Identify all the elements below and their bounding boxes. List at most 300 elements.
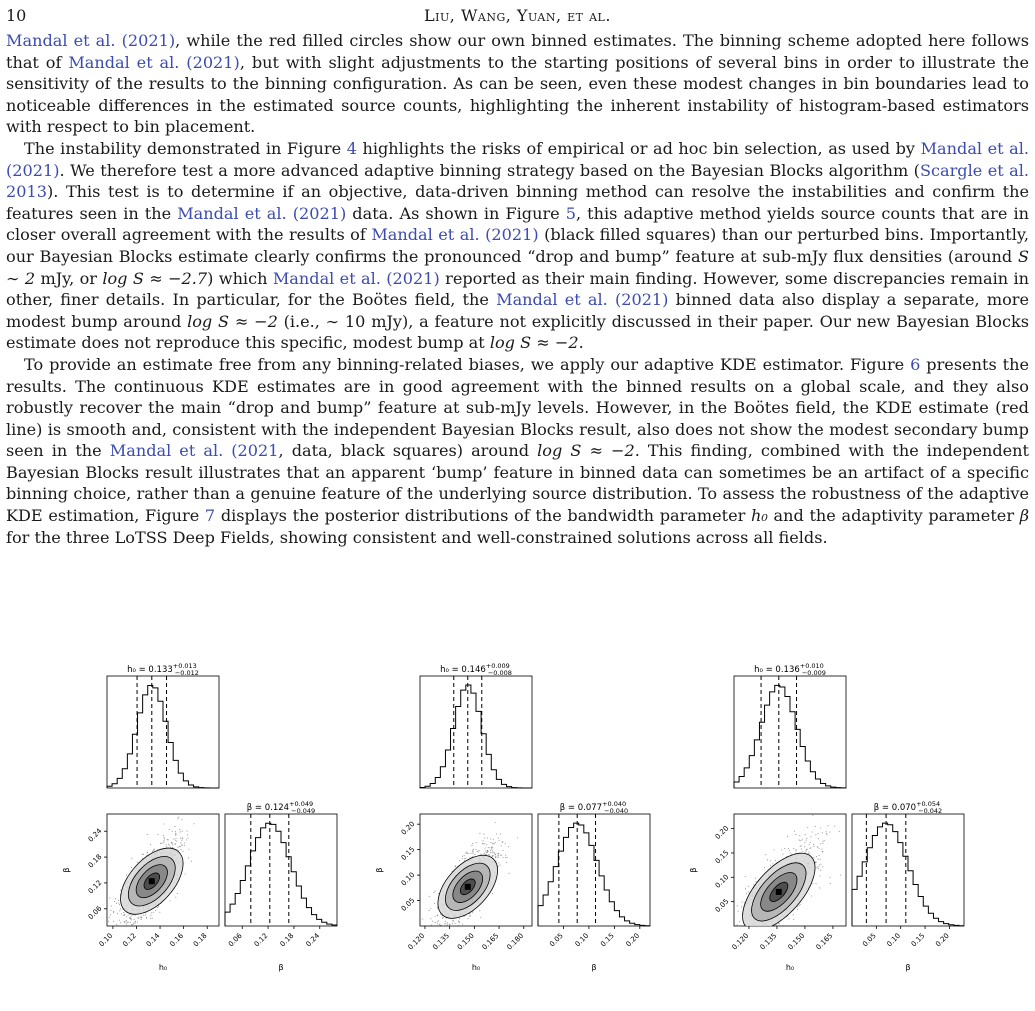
sample-point [432, 927, 433, 928]
sample-point [123, 929, 124, 930]
sample-point [153, 850, 154, 851]
sample-point [440, 925, 441, 926]
sample-point [476, 842, 477, 843]
sample-point [423, 941, 424, 942]
beta-tick-label: 0.18 [278, 931, 296, 949]
sample-point [181, 840, 182, 841]
sample-point [813, 857, 814, 858]
sample-point [180, 838, 181, 839]
sample-point [448, 932, 449, 933]
sample-point [126, 929, 127, 930]
sample-point [113, 921, 114, 922]
sample-point [488, 847, 489, 848]
paragraph-2 [6, 138, 1029, 354]
sample-point [800, 904, 801, 905]
sample-point [816, 867, 817, 868]
h0-title: $h_0 = 0.133^{+0.013} -0.012$ [127, 662, 199, 677]
sample-point [443, 927, 444, 928]
sample-point [496, 857, 497, 858]
sample-point [445, 923, 446, 924]
sample-point [175, 835, 176, 836]
sample-point [778, 930, 779, 931]
sample-point [435, 916, 436, 917]
sample-point [797, 909, 798, 910]
sample-point [121, 945, 122, 946]
text-run: highlights the risks of empirical or ad hoc bin selection, as used by [356, 138, 921, 158]
sample-point [131, 858, 132, 859]
sample-point [813, 844, 814, 845]
sample-point [502, 842, 503, 843]
sample-point [114, 901, 115, 902]
sample-point [730, 925, 731, 926]
h0-tick-label: 0.14 [144, 931, 162, 949]
sample-point [431, 935, 432, 936]
sample-point [181, 844, 182, 845]
sample-point [472, 853, 473, 854]
h0-tick-label: 0.150 [455, 931, 476, 952]
sample-point [800, 840, 801, 841]
sample-point [430, 908, 431, 909]
sample-point [437, 915, 438, 916]
sample-point [788, 848, 789, 849]
beta-tick-label: 0.20 [624, 931, 642, 949]
sample-point [131, 919, 132, 920]
sample-point [133, 923, 134, 924]
h0-histogram-frame [734, 676, 846, 788]
sample-point [487, 850, 488, 851]
text-run: , this adaptive method yields source counts that are in closer overall agreement with the results of [6, 203, 1029, 245]
sample-point [143, 854, 144, 855]
sample-point [795, 834, 796, 835]
text-run: , but with slight adjustments to the starting positions of several bins in order to illustrate the sensitivity of the results to the binning configuration. As can be seen, even these modest changes in bin boundaries lead to noticeable differences in the estimated source counts, highlighting the inherent instability of histogram-based estimators with respect to bin placement. [6, 52, 1029, 137]
sample-point [407, 952, 408, 953]
citation-link[interactable]: Mandal et al. (2021) [177, 203, 347, 223]
beta-err-plus: +0.054 [916, 800, 941, 808]
sample-point [124, 921, 125, 922]
sample-point [433, 933, 434, 934]
citation-link[interactable]: Mandal et al. (2021) [68, 52, 240, 72]
sample-point [171, 842, 172, 843]
sample-point [155, 910, 156, 911]
sample-point [820, 827, 821, 828]
text-run: . We therefore test a more advanced adaptive binning strategy based on the Bayesian Blocks algorithm ( [59, 160, 920, 180]
sample-point [770, 865, 771, 866]
h0-histogram [107, 686, 219, 788]
sample-point [110, 910, 111, 911]
sample-point [152, 918, 153, 919]
sample-point [485, 848, 486, 849]
sample-point [177, 847, 178, 848]
sample-point [121, 913, 122, 914]
text-run: To provide an estimate free from any binning-related biases, we apply our adaptive KDE estimator. Figure [24, 354, 911, 374]
sample-point [110, 914, 111, 915]
h0-tick-label: 0.16 [168, 931, 186, 949]
xlabel-h0: h₀ [158, 963, 168, 972]
sample-point [135, 927, 136, 928]
sample-point [185, 873, 186, 874]
sample-point [752, 949, 753, 950]
sample-point [465, 852, 466, 853]
citation-link[interactable]: 4 [346, 138, 357, 158]
sample-point [126, 929, 127, 930]
sample-point [508, 846, 509, 847]
sample-point [507, 857, 508, 858]
sample-point [483, 853, 484, 854]
sample-point [187, 837, 188, 838]
sample-point [458, 921, 459, 922]
sample-point [793, 848, 794, 849]
page-number: 10 [6, 6, 27, 25]
sample-point [736, 931, 737, 932]
sample-point [826, 833, 827, 834]
sample-point [750, 933, 751, 934]
sample-point [745, 876, 746, 877]
sample-point [452, 920, 453, 921]
sample-point [820, 859, 821, 860]
sample-point [445, 921, 446, 922]
sample-point [175, 831, 176, 832]
beta-y-tick-label: 0.05 [399, 896, 417, 913]
sample-point [765, 932, 766, 933]
sample-point [771, 927, 772, 928]
sample-point [438, 920, 439, 921]
text-run: binned data also display a separate, more modest bump around [6, 290, 1029, 331]
sample-point [123, 915, 124, 916]
sample-point [791, 853, 792, 854]
sample-point [502, 850, 503, 851]
beta-y-tick-label: 0.10 [399, 870, 417, 888]
sample-point [753, 884, 754, 885]
sample-point [451, 937, 452, 938]
sample-point [809, 844, 810, 845]
h0-tick-label: 0.165 [814, 931, 835, 952]
sample-point [450, 939, 451, 940]
sample-point [464, 855, 465, 856]
h0-err-plus: +0.010 [799, 662, 824, 670]
xlabel-beta: β [905, 963, 911, 972]
sample-point [795, 849, 796, 850]
h0-tick-label: 0.120 [730, 931, 751, 952]
sample-point [509, 873, 510, 874]
beta-histogram [852, 823, 964, 926]
inline-math: S ∼ 2 [6, 246, 1029, 288]
sample-point [438, 893, 439, 894]
sample-point [459, 922, 460, 923]
sample-point [435, 891, 436, 892]
sample-point [444, 923, 445, 924]
sample-point [141, 915, 142, 916]
sample-point [178, 817, 179, 818]
sample-point [183, 851, 184, 852]
sample-point [778, 929, 779, 930]
citation-link[interactable]: Mandal et al. (2021) [496, 290, 669, 310]
beta-title: $\beta = 0.070^{+0.054} -0.042$ [873, 800, 943, 815]
sample-point [487, 837, 488, 838]
sample-point [501, 845, 502, 846]
sample-point [139, 917, 140, 918]
sample-point [817, 859, 818, 860]
sample-point [432, 953, 433, 954]
sample-point [768, 931, 769, 932]
sample-point [737, 905, 738, 906]
sample-point [123, 912, 124, 913]
xlabel-beta: β [591, 963, 597, 972]
text-run: and the adaptivity parameter [767, 506, 1020, 526]
sample-point [479, 850, 480, 851]
sample-point [483, 834, 484, 835]
sample-point [490, 842, 491, 843]
h0-histogram-frame [107, 676, 219, 788]
sample-point [760, 927, 761, 928]
sample-point [100, 917, 101, 918]
sample-point [113, 912, 114, 913]
sample-point [437, 923, 438, 924]
sample-point [431, 925, 432, 926]
sample-point [795, 850, 796, 851]
sample-point [834, 826, 835, 827]
sample-point [437, 927, 438, 928]
sample-point [492, 852, 493, 853]
sample-point [762, 933, 763, 934]
sample-point [187, 834, 188, 835]
sample-point [827, 825, 828, 826]
sample-point [480, 917, 481, 918]
sample-point [500, 855, 501, 856]
sample-point [806, 849, 807, 850]
sample-point [495, 854, 496, 855]
sample-point [172, 831, 173, 832]
xlabel-beta: β [278, 963, 284, 972]
citation-link[interactable]: Mandal et al. (2021) [272, 268, 440, 288]
sample-point [169, 900, 170, 901]
sample-point [188, 849, 189, 850]
sample-point [469, 916, 470, 917]
citation-link[interactable]: 6 [910, 354, 921, 374]
sample-point [506, 862, 507, 863]
sample-point [458, 928, 459, 929]
sample-point [474, 854, 475, 855]
h0-tick-label: 0.165 [480, 931, 501, 952]
sample-point [472, 850, 473, 851]
sample-point [456, 927, 457, 928]
sample-point [802, 851, 803, 852]
beta-y-tick-label: 0.20 [399, 819, 417, 837]
sample-point [728, 939, 729, 940]
sample-point [118, 900, 119, 901]
beta-y-tick-label: 0.15 [713, 848, 731, 866]
citation-link[interactable]: Mandal et al. (2021) [6, 31, 176, 50]
sample-point [762, 935, 763, 936]
citation-link[interactable]: Scargle et al. 2013 [6, 160, 1029, 202]
sample-point [164, 840, 165, 841]
sample-point [132, 924, 133, 925]
sample-point [175, 844, 176, 845]
sample-point [439, 924, 440, 925]
sample-point [807, 827, 808, 828]
sample-point [137, 917, 138, 918]
sample-point [505, 857, 506, 858]
sample-point [755, 930, 756, 931]
sample-point [151, 912, 152, 913]
sample-point [806, 838, 807, 839]
sample-point [175, 843, 176, 844]
sample-point [505, 843, 506, 844]
sample-point [810, 842, 811, 843]
sample-point [724, 951, 725, 952]
sample-point [119, 910, 120, 911]
beta-y-tick-label: 0.10 [713, 873, 731, 890]
sample-point [770, 860, 771, 861]
beta-tick-label: 0.10 [885, 931, 903, 949]
sample-point [433, 892, 434, 893]
text-run: ). This test is to determine if an objective, data-driven binning method can resolve the instabilities and confirm the features seen in the [6, 182, 1029, 223]
sample-point [493, 839, 494, 840]
sample-point [145, 915, 146, 916]
sample-point [131, 867, 132, 868]
citation-link[interactable]: 7 [204, 506, 216, 526]
beta-y-tick-label: 0.05 [713, 897, 731, 915]
sample-point [111, 905, 112, 906]
paragraph-1 [6, 30, 1029, 138]
sample-point [126, 916, 127, 917]
sample-point [466, 852, 467, 853]
sample-point [437, 921, 438, 922]
citation-link[interactable]: Mandal et al. (2021) [371, 225, 539, 245]
sample-point [441, 925, 442, 926]
sample-point [490, 838, 491, 839]
sample-point [754, 937, 755, 938]
sample-point [815, 883, 816, 884]
sample-point [811, 895, 812, 896]
sample-point [172, 844, 173, 845]
h0-tick-label: 0.18 [191, 931, 209, 949]
sample-point [472, 851, 473, 852]
sample-point [815, 826, 816, 827]
sample-point [130, 922, 131, 923]
sample-point [763, 927, 764, 928]
sample-point [757, 929, 758, 930]
sample-point [816, 862, 817, 863]
sample-point [180, 849, 181, 850]
sample-point [756, 881, 757, 882]
sample-point [429, 896, 430, 897]
sample-point [437, 907, 438, 908]
sample-point [500, 865, 501, 866]
sample-point [467, 918, 468, 919]
paragraph-3 [6, 354, 1029, 548]
sample-point [797, 906, 798, 907]
sample-point [143, 915, 144, 916]
sample-point [787, 836, 788, 837]
sample-point [109, 898, 110, 899]
xlabel-h0: h₀ [785, 963, 795, 972]
sample-point [489, 855, 490, 856]
sample-point [748, 932, 749, 933]
sample-point [767, 859, 768, 860]
sample-point [821, 849, 822, 850]
sample-point [439, 932, 440, 933]
sample-point [715, 952, 716, 953]
sample-point [822, 841, 823, 842]
sample-point [488, 854, 489, 855]
sample-point [451, 942, 452, 943]
beta-err-plus: +0.049 [289, 800, 314, 808]
sample-point [475, 849, 476, 850]
sample-point [765, 930, 766, 931]
sample-point [447, 922, 448, 923]
sample-point [116, 924, 117, 925]
citation-link[interactable]: Mandal et al. (2021) [6, 138, 1030, 180]
sample-point [517, 837, 518, 838]
sample-point [468, 853, 469, 854]
sample-point [765, 854, 766, 855]
sample-point [449, 924, 450, 925]
sample-point [808, 853, 809, 854]
beta-y-tick-label: 0.24 [86, 826, 104, 844]
sample-point [119, 920, 120, 921]
sample-point [163, 835, 164, 836]
sample-point [124, 914, 125, 915]
sample-point [729, 928, 730, 929]
sample-point [804, 842, 805, 843]
sample-point [455, 923, 456, 924]
beta-err-minus: −0.040 [604, 807, 629, 815]
citation-link[interactable]: 5 [565, 203, 576, 223]
sample-point [774, 849, 775, 850]
sample-point [180, 846, 181, 847]
sample-point [134, 921, 135, 922]
sample-point [820, 864, 821, 865]
sample-point [726, 942, 727, 943]
beta-tick-label: 0.05 [548, 931, 565, 949]
sample-point [799, 835, 800, 836]
sample-point [789, 852, 790, 853]
sample-point [750, 936, 751, 937]
sample-point [492, 893, 493, 894]
sample-point [482, 843, 483, 844]
sample-point [755, 933, 756, 934]
sample-point [134, 923, 135, 924]
sample-point [810, 847, 811, 848]
sample-point [120, 908, 121, 909]
sample-point [496, 833, 497, 834]
citation-link[interactable]: Mandal et al. (2021 [109, 441, 279, 461]
sample-point [755, 935, 756, 936]
sample-point [137, 862, 138, 863]
sample-point [434, 903, 435, 904]
sample-point [818, 838, 819, 839]
sample-point [749, 935, 750, 936]
sample-point [809, 853, 810, 854]
sample-point [142, 858, 143, 859]
sample-point [740, 960, 741, 961]
figure-7-corner-plots [55, 658, 985, 1008]
beta-title: $\beta = 0.124^{+0.049} -0.049$ [246, 800, 316, 815]
text-run: (black filled squares) than our perturbed bins. Importantly, our Bayesian Blocks estimate clearly confirms the pronounced “drop and bump” feature at sub-mJy flux densities (around [6, 225, 1029, 266]
beta-tick-label: 0.15 [599, 931, 616, 949]
sample-point [179, 846, 180, 847]
beta-tick-label: 0.10 [573, 931, 591, 949]
sample-point [140, 937, 141, 938]
sample-point [173, 839, 174, 840]
sample-point [801, 848, 802, 849]
sample-point [150, 918, 151, 919]
sample-point [732, 920, 733, 921]
sample-point [170, 847, 171, 848]
sample-point [115, 898, 116, 899]
sample-point [784, 848, 785, 849]
sample-point [120, 890, 121, 891]
